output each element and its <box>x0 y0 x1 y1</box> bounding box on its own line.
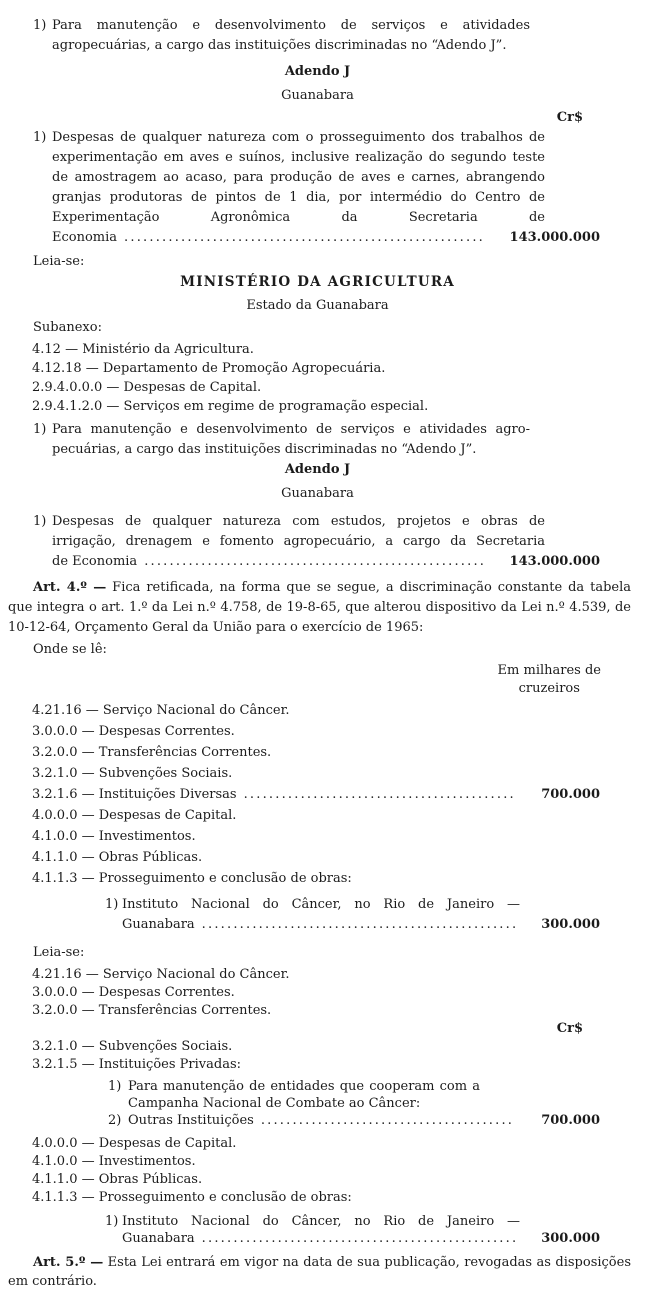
leader-label: de Economia <box>52 554 138 569</box>
item-number: 1) <box>33 18 47 33</box>
code-line: 3.2.1.0 — Subvenções Sociais. <box>32 1039 233 1054</box>
item-number: 1) <box>33 422 47 437</box>
entry-text: Despesas de qualquer natureza com estudos, projetos e obras de irrigação, drenagem e fomento agropecuário, a cargo da Secretaria <box>52 514 545 549</box>
code-line: 3.2.0.0 — Transferências Correntes. <box>32 745 272 760</box>
place-heading-1: Guanabara <box>281 88 354 103</box>
correction-cue-1: Leia-se: <box>33 254 85 269</box>
currency-label-mid: Cr$ <box>556 1021 583 1036</box>
leader-row <box>128 1112 600 1129</box>
entry-text: Despesas de qualquer natureza com o prosseguimento dos trabalhos de experimentação em aves e suínos, inclusive realização do segundo teste de amostragem ao acaso, para produção de aves e carnes, abrangendo granjas produtoras de pintos de 1 dia, por intermédio do Centro de Experimentação Agronômica da Secretaria de <box>52 130 545 225</box>
currency-label-top: Cr$ <box>556 110 583 125</box>
leader-label: 3.2.1.6 — Instituições Diversas <box>32 787 237 802</box>
entry-number: 1) <box>105 897 119 912</box>
place-heading-2: Guanabara <box>281 486 354 501</box>
code-line: 3.2.1.0 — Subvenções Sociais. <box>32 766 233 781</box>
onde-list <box>32 700 600 889</box>
entry-cancer-institute-2 <box>105 1213 600 1247</box>
leader-row <box>122 915 600 935</box>
correction-cue-2: Leia-se: <box>33 945 85 960</box>
code-line: 4.1.0.0 — Investimentos. <box>32 829 196 844</box>
leader-row <box>122 1230 600 1247</box>
entry-number: 1) <box>33 130 47 145</box>
leader-dots <box>244 784 516 805</box>
subanexo-list <box>32 340 600 416</box>
article-5-text: Esta Lei entrará em vigor na data de sua publicação, revogadas as disposições em contrário. <box>8 1255 631 1289</box>
article-5-lead: Art. 5.º — <box>33 1255 104 1270</box>
entry-cancer-institute-1 <box>105 895 600 935</box>
document-page <box>0 16 645 1314</box>
code-line: 4.1.1.3 — Prosseguimento e conclusão de obras: <box>32 871 352 886</box>
onde-se-le-label: Onde se lê: <box>33 642 107 657</box>
leader-label: Guanabara <box>122 917 195 932</box>
article-4-lead: Art. 4.º — <box>33 580 107 595</box>
article-4-text: Fica retificada, na forma que se segue, a discriminação constante da tabela que integra o art. 1.º da Lei n.º 4.758, de 19-8-65, que alterou dispositivo da Lei n.º 4.539, de 10-12-64, Orçamento Geral da União para o exercício de 1965: <box>8 580 632 635</box>
code-line: 4.1.1.3 — Prosseguimento e conclusão de obras: <box>32 1190 352 1205</box>
leader-row <box>52 552 600 572</box>
leader-row <box>52 228 600 248</box>
adendo-heading-2: Adendo J <box>284 462 351 477</box>
sub-item-campanha <box>108 1078 600 1112</box>
code-line: 4.0.0.0 — Despesas de Capital. <box>32 808 237 823</box>
unit-note-line2: cruzeiros <box>518 681 580 696</box>
ministry-title: MINISTÉRIO DA AGRICULTURA <box>180 274 455 290</box>
code-line: 4.1.0.0 — Investimentos. <box>32 1154 196 1169</box>
amount: 143.000.000 <box>509 230 600 245</box>
article-4-paragraph <box>8 578 631 638</box>
intro-item <box>33 16 600 56</box>
item-text: Para manutenção de entidades que cooperam com a Campanha Nacional de Combate ao Câncer: <box>128 1079 480 1111</box>
code-line: 3.2.1.5 — Instituições Privadas: <box>32 1057 242 1072</box>
amount: 300.000 <box>541 1231 600 1246</box>
amount: 143.000.000 <box>509 554 600 569</box>
leader-label: Outras Instituições <box>128 1113 254 1128</box>
code-line: 4.1.1.0 — Obras Públicas. <box>32 850 203 865</box>
item-number: 2) <box>108 1113 122 1128</box>
entry-irrigation <box>33 512 600 572</box>
code-line: 4.12 — Ministério da Agricultura. <box>32 342 254 357</box>
state-subtitle: Estado da Guanabara <box>246 298 389 313</box>
entry-text: Instituto Nacional do Câncer, no Rio de Janeiro — <box>122 1214 520 1229</box>
code-line: 4.21.16 — Serviço Nacional do Câncer. <box>32 967 290 982</box>
leader-dots <box>202 1230 516 1247</box>
code-line: 4.0.0.0 — Despesas de Capital. <box>32 1136 237 1151</box>
code-line: 3.0.0.0 — Despesas Correntes. <box>32 985 235 1000</box>
amount: 700.000 <box>541 1113 600 1128</box>
code-leader-line <box>32 784 600 805</box>
article-5-paragraph <box>8 1253 631 1291</box>
entry-text: Instituto Nacional do Câncer, no Rio de Janeiro — <box>122 897 520 912</box>
leader-dots <box>124 228 483 248</box>
unit-note-line1: Em milhares de <box>497 663 601 678</box>
amount: 700.000 <box>541 787 600 802</box>
entry-number: 1) <box>33 514 47 529</box>
leia-list-a <box>32 966 600 1020</box>
leia-list-b <box>32 1038 600 1074</box>
leader-dots <box>261 1112 515 1129</box>
leader-label: Guanabara <box>122 1231 195 1246</box>
code-line: 2.9.4.0.0.0 — Despesas de Capital. <box>32 380 262 395</box>
code-line: 3.0.0.0 — Despesas Correntes. <box>32 724 235 739</box>
leia-list-c <box>32 1135 600 1207</box>
code-line: 4.1.1.0 — Obras Públicas. <box>32 1172 203 1187</box>
subanexo-label: Subanexo: <box>33 320 102 335</box>
entry-number: 1) <box>105 1214 119 1229</box>
adendo-heading-1: Adendo J <box>284 64 351 79</box>
code-line: 3.2.0.0 — Transferências Correntes. <box>32 1003 272 1018</box>
item-text: Para manutenção e desenvolvimento de serviços e atividades agro-pecuárias, a cargo das instituições discriminadas no “Adendo J”. <box>52 422 530 457</box>
item-agro <box>33 420 600 460</box>
item-number: 1) <box>108 1079 122 1094</box>
code-line: 4.12.18 — Departamento de Promoção Agropecuária. <box>32 361 386 376</box>
entry-poultry <box>33 128 600 248</box>
amount: 300.000 <box>541 917 600 932</box>
leader-dots <box>202 915 516 935</box>
code-line: 2.9.4.1.2.0 — Serviços em regime de programação especial. <box>32 399 429 414</box>
code-line: 4.21.16 — Serviço Nacional do Câncer. <box>32 703 290 718</box>
unit-note <box>0 662 601 698</box>
sub-item-outras <box>108 1112 600 1129</box>
item-text: Para manutenção e desenvolvimento de serviços e atividades agropecuárias, a cargo das instituições discriminadas no “Adendo J”. <box>52 18 530 53</box>
leader-dots <box>144 552 483 572</box>
leader-label: Economia <box>52 230 118 245</box>
